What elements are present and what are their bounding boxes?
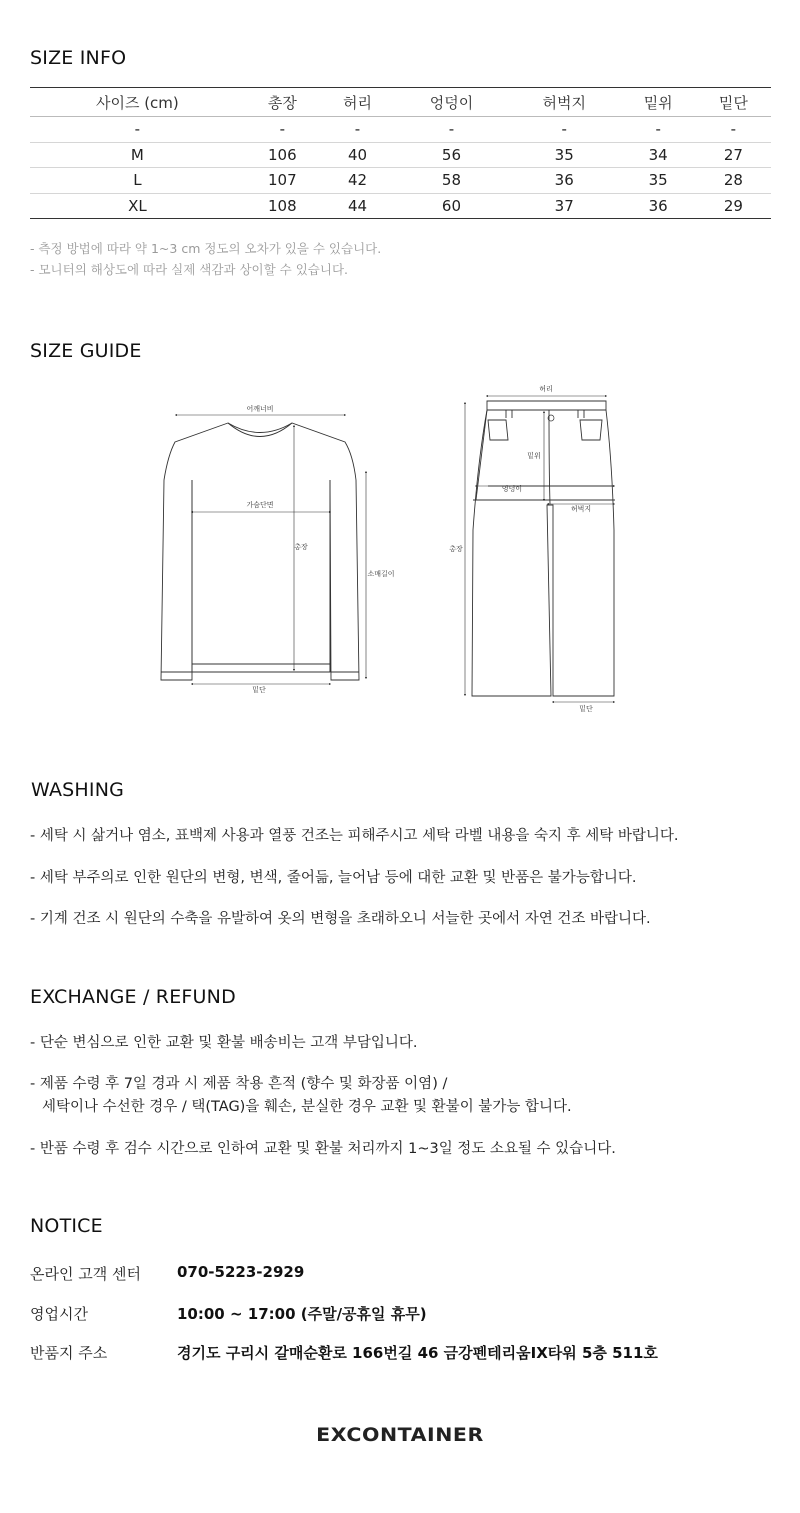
exchange-line-3: 세탁이나 수선한 경우 / 택(TAG)을 훼손, 분실한 경우 교환 및 환불이 불가능 합니다. <box>42 1099 572 1115</box>
table-cell: 36 <box>508 168 621 194</box>
label-pants-hem: 밑단 <box>579 705 593 713</box>
label-waist: 허리 <box>539 385 553 393</box>
notice-title: NOTICE <box>30 1215 103 1237</box>
notice-label-address: 반품지 주소 <box>30 1344 108 1362</box>
table-cell: - <box>508 117 621 143</box>
table-cell: 56 <box>395 142 508 168</box>
washing-title: WASHING <box>31 779 125 801</box>
header-waist: 허리 <box>320 88 395 117</box>
label-thigh: 허벅지 <box>570 505 592 513</box>
washing-line-3: - 기계 건조 시 원단의 수축을 유발하여 옷의 변형을 초래하오니 서늘한 곳에서 자연 건조 바랍니다. <box>30 911 651 927</box>
table-cell: 108 <box>245 193 320 219</box>
label-rise: 밑위 <box>527 452 541 460</box>
table-cell: - <box>245 117 320 143</box>
size-table <box>30 87 771 219</box>
header-rise: 밑위 <box>621 88 696 117</box>
table-cell: - <box>395 117 508 143</box>
size-guide-diagram <box>140 380 640 720</box>
label-hip: 엉덩이 <box>501 485 523 493</box>
label-pants-length: 총장 <box>449 545 463 553</box>
table-cell: - <box>320 117 395 143</box>
size-note-1: - 측정 방법에 따라 약 1~3 cm 정도의 오차가 있을 수 있습니다. <box>30 241 382 256</box>
header-thigh: 허벅지 <box>508 88 621 117</box>
exchange-title: EXCHANGE / REFUND <box>30 986 236 1008</box>
table-cell: 58 <box>395 168 508 194</box>
pants-illustration <box>472 401 615 696</box>
table-cell: 28 <box>696 168 771 194</box>
table-row <box>30 117 771 143</box>
table-row <box>30 142 771 168</box>
label-shoulder: 어깨너비 <box>246 405 274 413</box>
washing-line-1: - 세탁 시 삶거나 염소, 표백제 사용과 열풍 건조는 피해주시고 세탁 라벨 내용을 숙지 후 세탁 바랍니다. <box>30 828 679 844</box>
size-note-2: - 모니터의 해상도에 따라 실제 색감과 상이할 수 있습니다. <box>30 262 348 277</box>
washing-line-2: - 세탁 부주의로 인한 원단의 변형, 변색, 줄어듦, 늘어남 등에 대한 교환 및 반품은 불가능합니다. <box>30 870 637 886</box>
size-table-header <box>30 88 771 117</box>
exchange-line-2: - 제품 수령 후 7일 경과 시 제품 착용 흔적 (향수 및 화장품 이염) / <box>30 1076 448 1092</box>
exchange-line-1: - 단순 변심으로 인한 교환 및 환불 배송비는 고객 부담입니다. <box>30 1035 418 1051</box>
label-sleeve: 소매길이 <box>367 570 395 578</box>
table-cell: - <box>696 117 771 143</box>
label-top-length: 총장 <box>294 543 308 551</box>
table-cell: 36 <box>621 193 696 219</box>
table-cell: 40 <box>320 142 395 168</box>
table-row <box>30 168 771 194</box>
table-cell: 106 <box>245 142 320 168</box>
label-chest: 가슴단면 <box>246 501 274 509</box>
table-cell: 107 <box>245 168 320 194</box>
table-cell: 42 <box>320 168 395 194</box>
header-size: 사이즈 (cm) <box>30 88 245 117</box>
header-hip: 엉덩이 <box>395 88 508 117</box>
exchange-line-4: - 반품 수령 후 검수 시간으로 인하여 교환 및 환불 처리까지 1~3일 정도 소요될 수 있습니다. <box>30 1141 616 1157</box>
table-cell: L <box>30 168 245 194</box>
notice-value-address: 경기도 구리시 갈매순환로 166번길 46 금강펜테리움IX타워 5층 511호 <box>177 1344 658 1362</box>
table-cell: M <box>30 142 245 168</box>
table-cell: 60 <box>395 193 508 219</box>
table-cell: 35 <box>508 142 621 168</box>
table-cell: 29 <box>696 193 771 219</box>
notice-label-phone: 온라인 고객 센터 <box>30 1265 141 1283</box>
header-hem: 밑단 <box>696 88 771 117</box>
table-cell: 35 <box>621 168 696 194</box>
table-cell: - <box>30 117 245 143</box>
top-garment-illustration <box>161 423 359 680</box>
table-cell: XL <box>30 193 245 219</box>
table-row <box>30 193 771 219</box>
size-info-title: SIZE INFO <box>30 47 127 69</box>
header-length: 총장 <box>245 88 320 117</box>
notice-value-hours: 10:00 ~ 17:00 (주말/공휴일 휴무) <box>177 1305 427 1323</box>
table-cell: - <box>621 117 696 143</box>
size-guide-title: SIZE GUIDE <box>30 340 142 362</box>
notice-label-hours: 영업시간 <box>30 1305 88 1323</box>
table-cell: 27 <box>696 142 771 168</box>
label-top-hem: 밑단 <box>252 686 266 694</box>
brand-logo: EXCONTAINER <box>316 1424 484 1446</box>
table-cell: 34 <box>621 142 696 168</box>
notice-value-phone[interactable]: 070-5223-2929 <box>177 1263 305 1281</box>
table-cell: 37 <box>508 193 621 219</box>
table-cell: 44 <box>320 193 395 219</box>
